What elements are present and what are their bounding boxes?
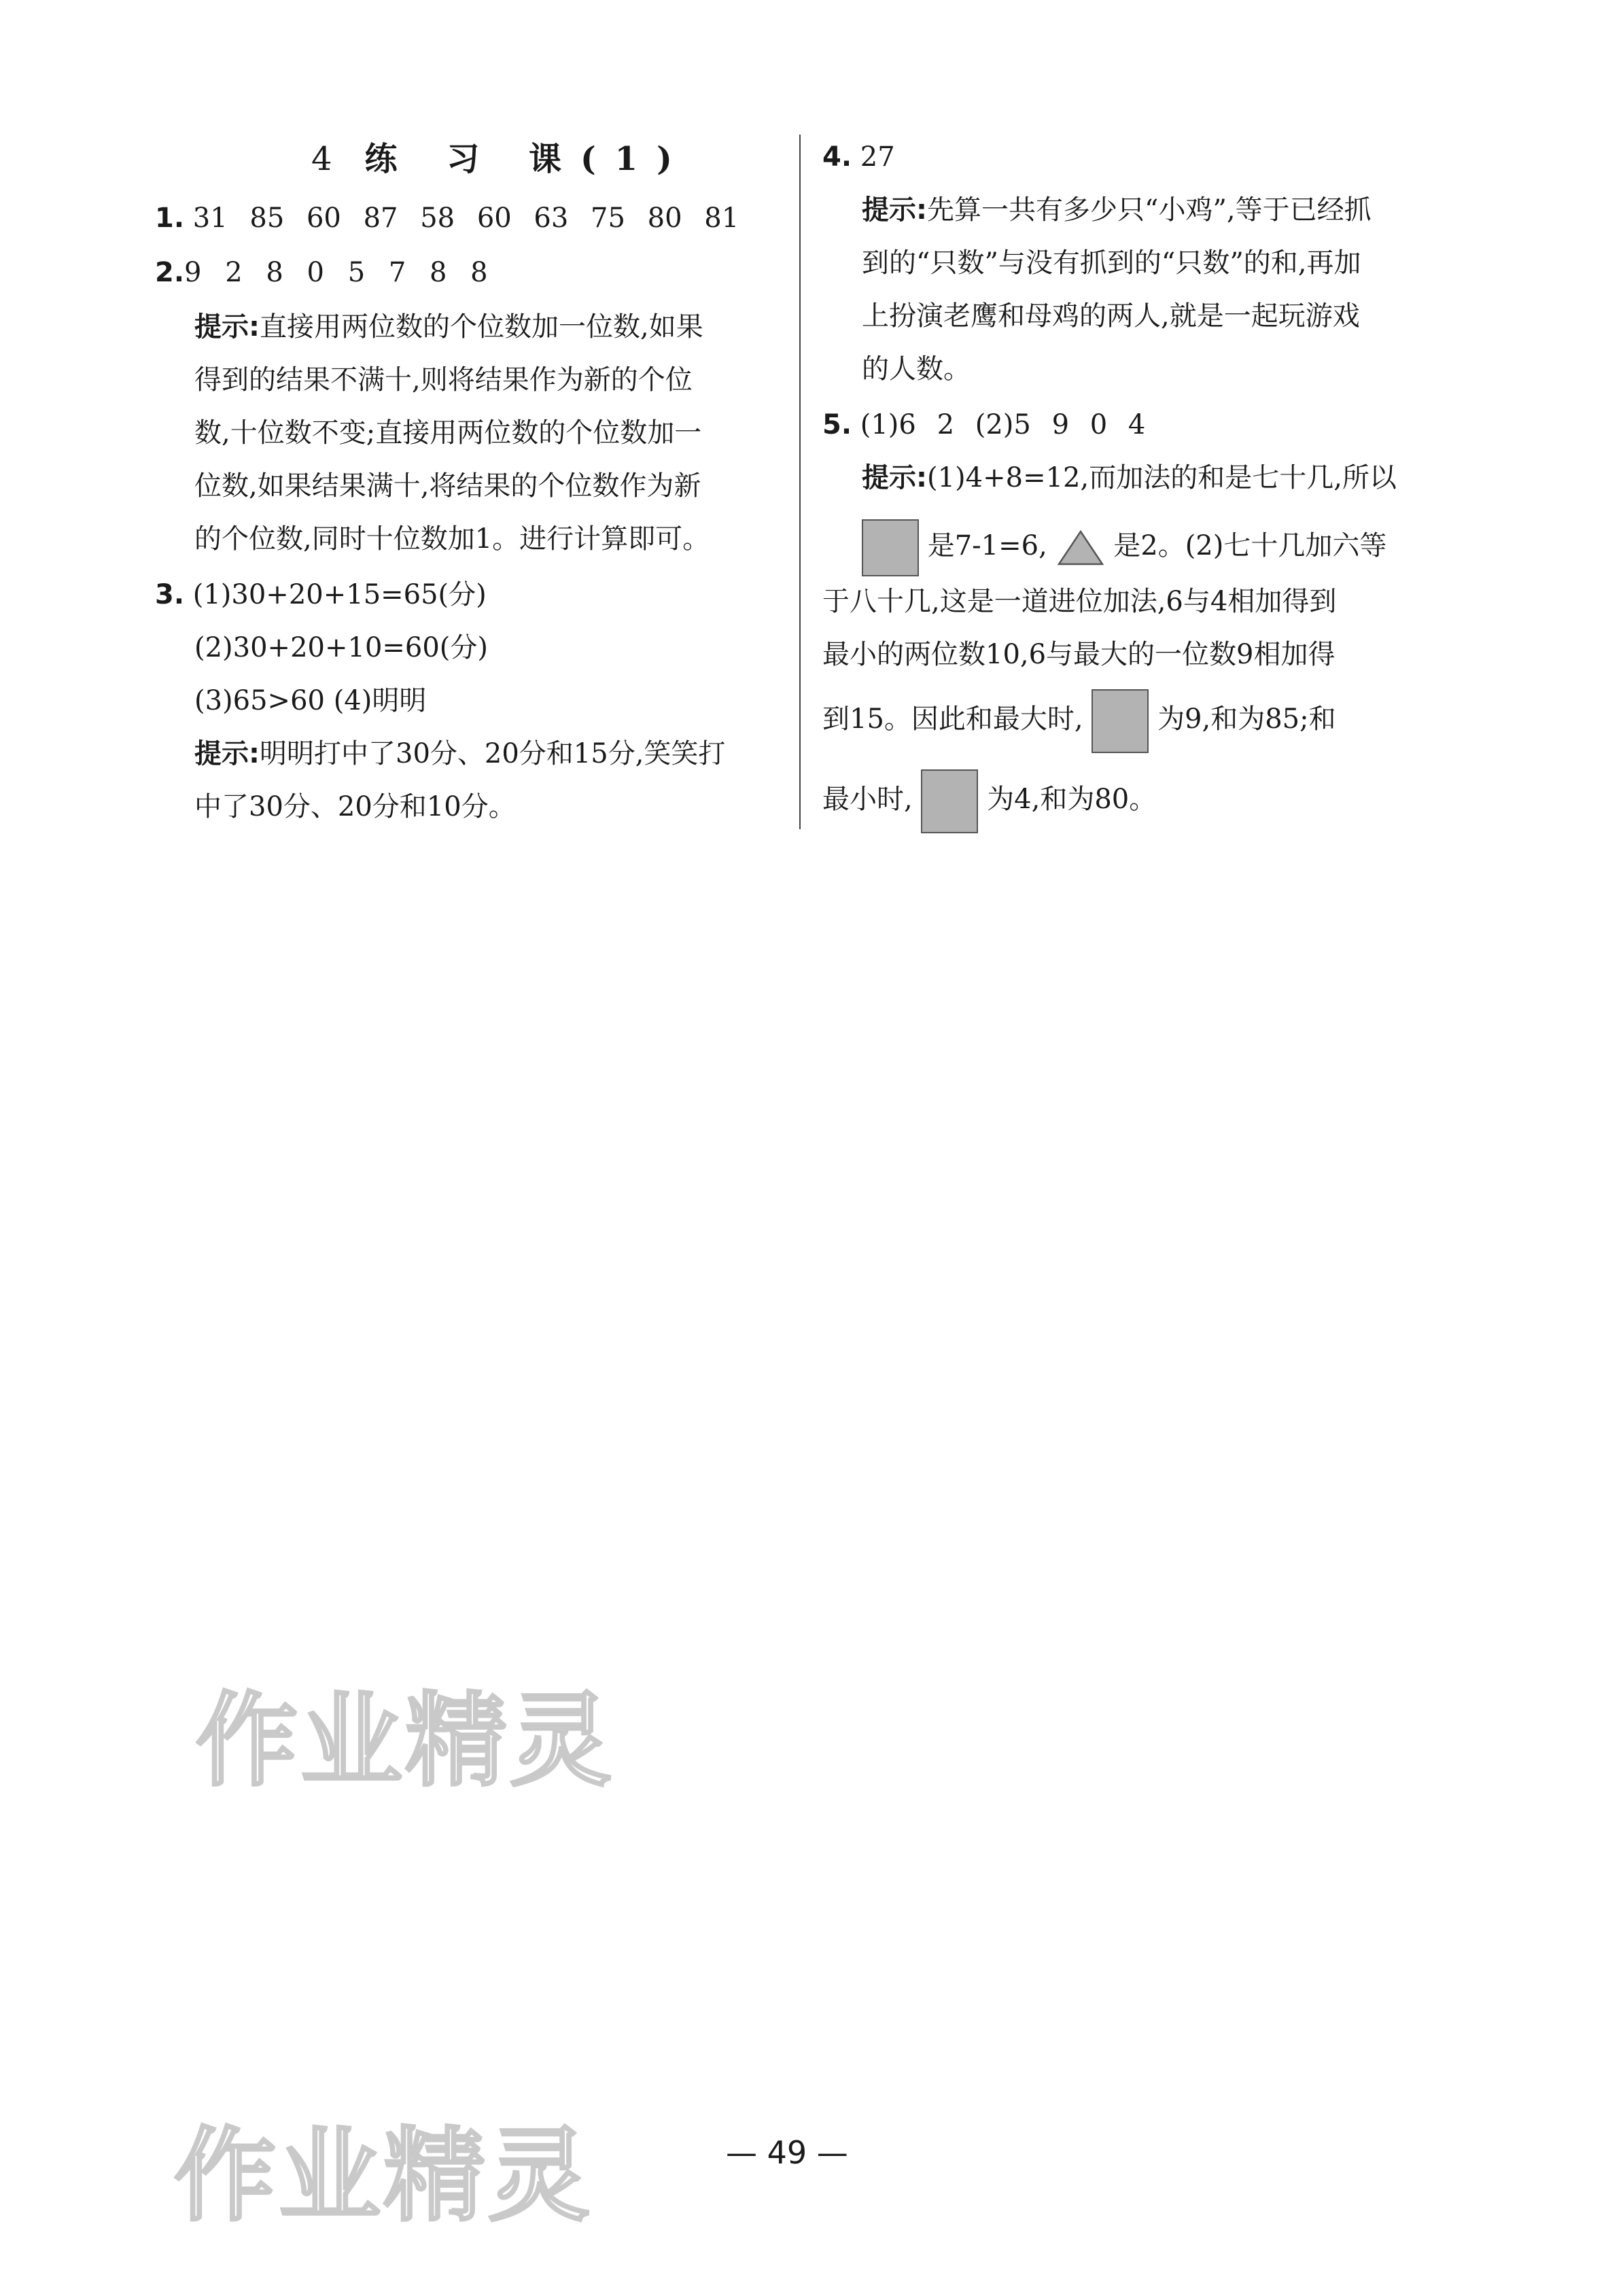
q5-answer: (1)6 2 (2)5 9 0 4 bbox=[860, 409, 1146, 440]
square-shape-icon bbox=[921, 769, 978, 833]
q1-answer: 31 85 60 87 58 60 63 75 80 81 bbox=[192, 203, 739, 234]
q5-hint-text-3: 于八十几,这是一道进位加法,6与4相加得到 bbox=[822, 586, 1337, 617]
q3-hint-text-2: 中了30分、20分和10分。 bbox=[194, 791, 516, 822]
q4-label: 4. bbox=[822, 141, 852, 173]
q3-hint-label: 提示: bbox=[194, 738, 260, 769]
triangle-shape-icon bbox=[1056, 529, 1105, 567]
q2-label: 2. bbox=[155, 257, 185, 288]
q4-hint-text-3: 上扮演老鹰和母鸡的两人,就是一起玩游戏 bbox=[862, 300, 1360, 332]
q3-part-3: (3)65>60 (4)明明 bbox=[194, 685, 427, 716]
q2-answer: 9 2 8 0 5 7 8 8 bbox=[184, 257, 488, 288]
q2-hint-text-5: 的个位数,同时十位数加1。进行计算即可。 bbox=[194, 523, 710, 555]
q2-hint-line-1 bbox=[194, 309, 703, 345]
q4-hint-text-1: 先算一共有多少只“小鸡”,等于已经抓 bbox=[927, 194, 1372, 226]
q2-hint-text-4: 位数,如果结果满十,将结果的个位数作为新 bbox=[194, 470, 701, 502]
q5-hint-text-1: (1)4+8=12,而加法的和是七十几,所以 bbox=[927, 462, 1397, 493]
section-number: 4 bbox=[311, 140, 351, 178]
q5-hint-text-2a: 是7-1=6, bbox=[927, 530, 1047, 561]
q2-hint-label: 提示: bbox=[194, 311, 260, 343]
q2-hint-text-2: 得到的结果不满十,则将结果作为新的个位 bbox=[194, 364, 693, 396]
q1-label: 1. bbox=[155, 203, 185, 234]
square-shape-icon bbox=[862, 519, 919, 576]
q4-answer: 27 bbox=[860, 141, 895, 173]
q3-hint-line-1 bbox=[194, 736, 725, 771]
q4-hint-label: 提示: bbox=[862, 194, 927, 226]
q5-hint-line-2 bbox=[862, 513, 1386, 578]
q4-line bbox=[822, 139, 895, 175]
q3-part-2: (2)30+20+10=60(分) bbox=[194, 632, 489, 663]
q3-hint-text-1: 明明打中了30分、20分和15分,笑笑打 bbox=[260, 738, 726, 769]
watermark-top: 作业精灵 bbox=[196, 1682, 615, 1801]
q2-line bbox=[155, 255, 488, 290]
q3-part-1: (1)30+20+15=65(分) bbox=[192, 579, 487, 610]
q3-label: 3. bbox=[155, 579, 185, 610]
q5-hint-text-5b: 为9,和为85;和 bbox=[1157, 703, 1336, 735]
q5-hint-line-6 bbox=[822, 762, 1156, 837]
q4-hint-text-2: 到的“只数”与没有抓到的“只数”的和,再加 bbox=[862, 247, 1361, 279]
q2-hint-text-1: 直接用两位数的个位数加一位数,如果 bbox=[260, 311, 703, 343]
section-title bbox=[311, 133, 691, 179]
q3-line-1 bbox=[155, 577, 487, 612]
q5-hint-text-6b: 为4,和为80。 bbox=[987, 784, 1157, 815]
q5-hint-text-2b: 是2。(2)七十几加六等 bbox=[1113, 530, 1387, 561]
q2-hint-text-3: 数,十位数不变;直接用两位数的个位数加一 bbox=[194, 417, 702, 449]
q5-hint-label: 提示: bbox=[862, 462, 927, 493]
q5-hint-text-5a: 到15。因此和最大时, bbox=[822, 703, 1083, 735]
q4-hint-line-1 bbox=[862, 192, 1372, 228]
q5-line bbox=[822, 407, 1145, 442]
q5-hint-line-1 bbox=[862, 460, 1397, 495]
watermark-bottom: 作业精灵 bbox=[174, 2117, 593, 2236]
column-divider bbox=[799, 135, 801, 829]
q5-hint-text-6a: 最小时, bbox=[822, 784, 913, 815]
page-number: — 49 — bbox=[726, 2134, 848, 2171]
section-name: 练 习 课(1) bbox=[364, 140, 691, 178]
q5-label: 5. bbox=[822, 409, 852, 440]
q4-hint-text-4: 的人数。 bbox=[862, 353, 971, 385]
q5-hint-text-4: 最小的两位数10,6与最大的一位数9相加得 bbox=[822, 639, 1336, 670]
q1-line bbox=[155, 201, 739, 236]
square-shape-icon bbox=[1092, 689, 1149, 753]
q5-hint-line-5 bbox=[822, 682, 1336, 756]
